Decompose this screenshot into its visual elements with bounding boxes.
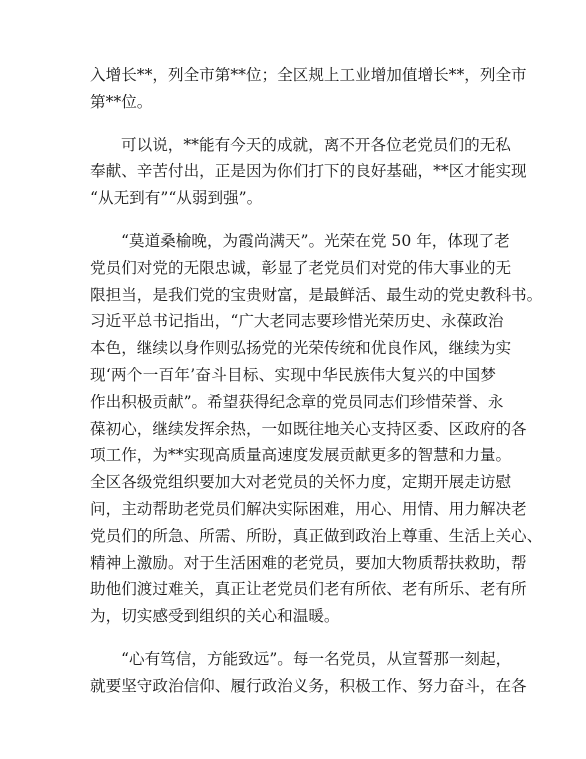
text-line: 入增长**，列全市第**位；全区规上工业增加值增长**，列全市 <box>90 66 527 84</box>
text-line: 本色，继续以身作则弘扬党的光荣传统和优良作风，继续为实 <box>90 339 512 358</box>
text-line: 精神上激励。对于生活困难的老党员，要加大物质帮扶救助，帮 <box>90 553 527 572</box>
text-line: 作出积极贡献”。希望获得纪念章的党员同志们珍惜荣誉、永 <box>90 392 504 411</box>
paragraph-spacer <box>90 630 496 646</box>
text-line: 限担当，是我们党的宝贵财富，是最鲜活、最生动的党史教科书。 <box>90 285 543 304</box>
text-line: 就要坚守政治信仰、履行政治义务，积极工作、努力奋斗，在各 <box>90 676 527 695</box>
text-line: 葆初心，继续发挥余热，一如既往地关心支持区委、区政府的各 <box>90 419 527 438</box>
text-line: 习近平总书记指出，“广大老同志要珍惜光荣历史、永葆政治 <box>90 312 504 331</box>
paragraph <box>90 228 543 630</box>
text-line: “从无到有”“从弱到强”。 <box>90 189 263 208</box>
text-line: 问，主动帮助老党员们解决实际困难，用心、用情、用力解决老 <box>90 499 527 518</box>
text-line: 现‘两个一百年’奋斗目标、实现中华民族伟大复兴的中国梦 <box>90 365 496 384</box>
text-line: “莫道桑榆晚，为霞尚满天”。光荣在党 50 年，体现了老 <box>121 231 510 250</box>
paragraph <box>90 62 527 116</box>
paragraph-spacer <box>90 212 496 228</box>
text-line: “心有笃信，方能致远”。每一名党员，从宣誓那一刻起， <box>121 649 512 668</box>
text-line: 为，切实感受到组织的关心和温暖。 <box>90 607 340 626</box>
paragraph <box>90 646 527 700</box>
text-line: 奉献、辛苦付出，正是因为你们打下的良好基础，**区才能实现 <box>90 162 527 181</box>
text-line: 全区各级党组织要加大对老党员的关怀力度，定期开展走访慰 <box>90 473 512 492</box>
paragraph <box>90 132 527 212</box>
text-line: 项工作，为**实现高质量高速度发展贡献更多的智慧和力量。 <box>90 446 512 465</box>
text-line: 助他们渡过难关，真正让老党员们老有所依、老有所乐、老有所 <box>90 580 527 599</box>
text-line: 党员们对党的无限忠诚，彰显了老党员们对党的伟大事业的无 <box>90 258 512 277</box>
text-line: 第**位。 <box>90 92 153 111</box>
text-line: 可以说，**能有今天的成就，离不开各位老党员们的无私 <box>121 135 511 154</box>
document-body <box>90 62 543 700</box>
text-line: 党员们的所急、所需、所盼，真正做到政治上尊重、生活上关心、 <box>90 526 543 545</box>
paragraph-spacer <box>90 116 496 132</box>
